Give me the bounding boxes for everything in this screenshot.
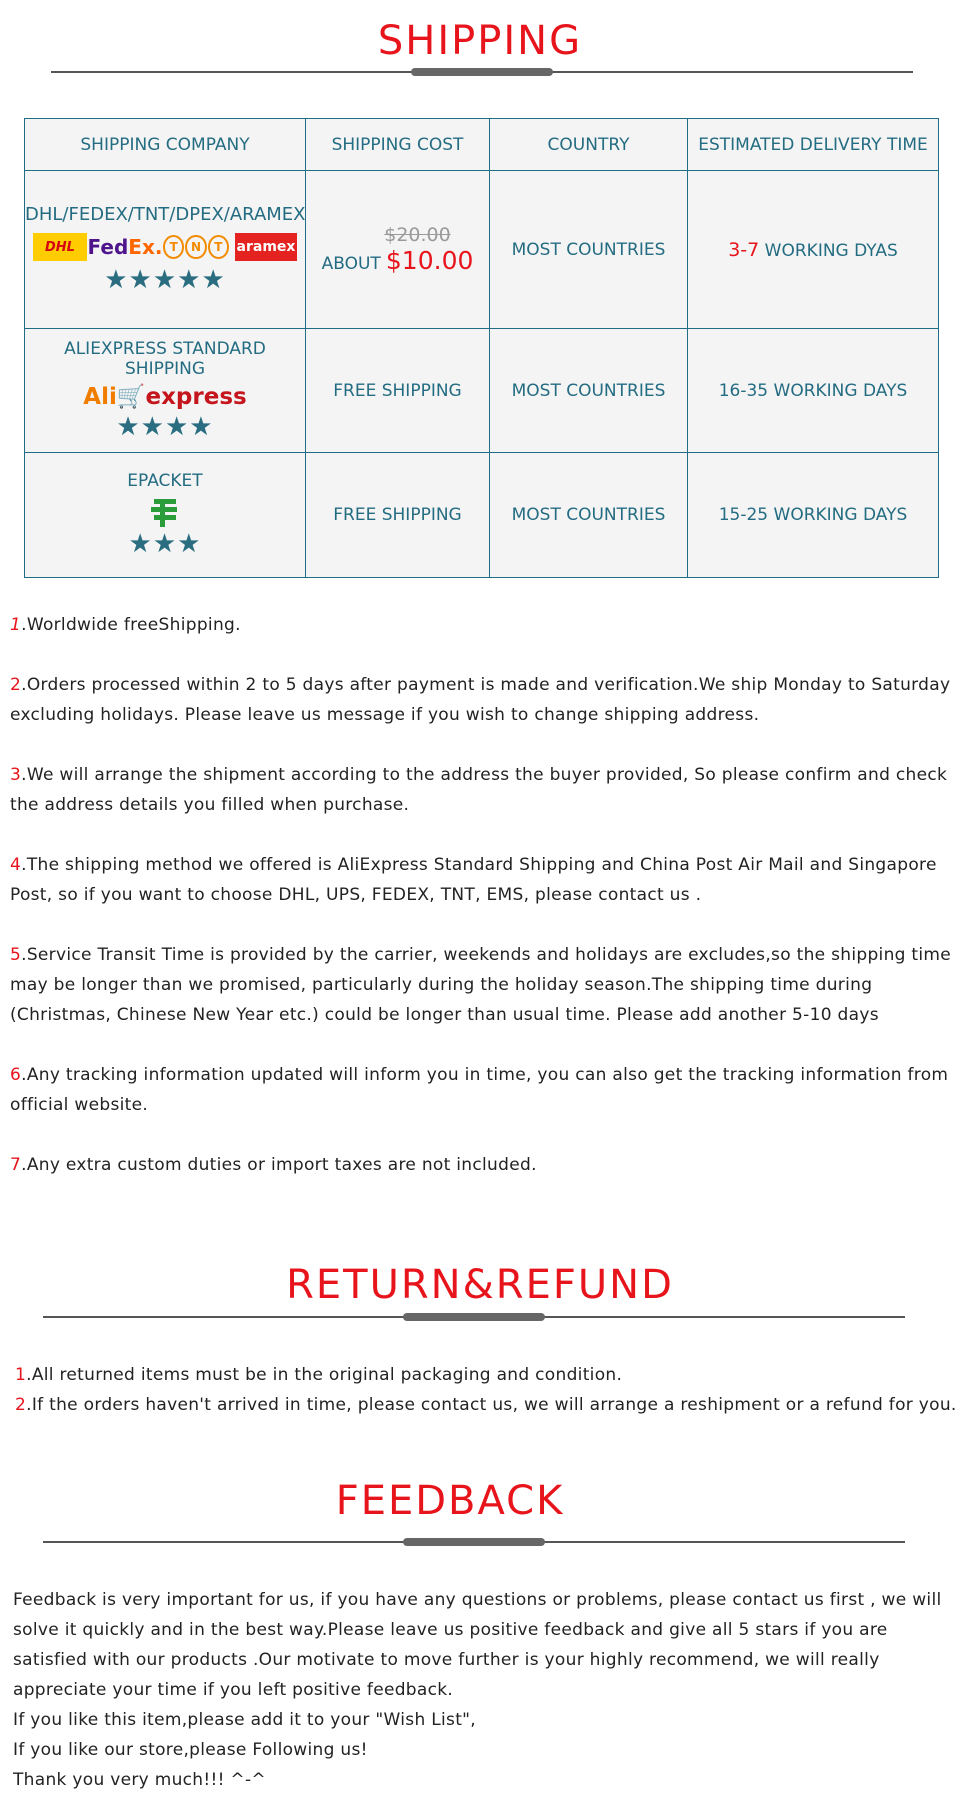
carrier-logos [25, 233, 305, 261]
feedback-divider-pill [403, 1538, 545, 1546]
new-price: $10.00 [385, 246, 474, 275]
company-name: EPACKET [127, 471, 203, 491]
note-item: 3.We will arrange the shipment according to the address the buyer provided, So please confirm and check the address details you filled when purchase. [10, 765, 948, 815]
table-row [25, 329, 939, 453]
note-item: 7.Any extra custom duties or import taxes are not included. [10, 1155, 537, 1175]
header-shipping-company: SHIPPING COMPANY [25, 119, 306, 171]
rating-stars: ★★★★★ [104, 265, 226, 295]
feedback-title: FEEDBACK [335, 1478, 565, 1524]
feedback-line: Thank you very much!!! ^-^ [13, 1770, 266, 1790]
company-name: ALIEXPRESS STANDARD SHIPPING [64, 339, 266, 379]
company-cell [25, 171, 306, 329]
delivery-range: 3-7 [728, 238, 760, 261]
epacket-logo-icon [25, 495, 305, 529]
country-cell: MOST COUNTRIES [490, 329, 688, 453]
rating-stars: ★★★★ [116, 412, 214, 442]
header-shipping-cost: SHIPPING COST [306, 119, 490, 171]
header-country: COUNTRY [490, 119, 688, 171]
fedex-logo: Fed Ex. [87, 235, 163, 259]
shipping-divider-pill [411, 68, 553, 76]
tnt-logo: T N T [163, 233, 229, 261]
list-item: 2.If the orders haven't arrived in time, please contact us, we will arrange a reshipment or a refund for you. [15, 1395, 957, 1415]
company-cell [25, 329, 306, 453]
note-item: 4.The shipping method we offered is AliExpress Standard Shipping and China Post Air Mail and Singapore Post, so if you want to choose DHL, UPS, FEDEX, TNT, EMS, please contact us . [10, 855, 937, 905]
note-item: 2.Orders processed within 2 to 5 days after payment is made and verification.We ship Monday to Saturday excluding holidays. Please leave us message if you wish to change shipping address. [10, 675, 951, 725]
note-item: 5.Service Transit Time is provided by the carrier, weekends and holidays are excludes,so the shipping time may be longer than we promised, particularly during the holiday season.The shipping time during (Christmas, Chinese New Year etc.) could be longer than usual time. Please add another 5-10 days [10, 945, 952, 1025]
aramex-logo: aramex [235, 233, 297, 261]
cost-cell: FREE SHIPPING [306, 453, 490, 578]
feedback-text [13, 1585, 943, 1795]
list-item: 1.All returned items must be in the original packaging and condition. [15, 1365, 623, 1385]
cost-about-label: ABOUT [321, 254, 381, 274]
delivery-cell: 16-35 WORKING DAYS [688, 329, 939, 453]
shipping-notes [10, 610, 955, 1210]
return-refund-title: RETURN&REFUND [286, 1262, 674, 1308]
note-item: 1.Worldwide freeShipping. [10, 615, 241, 635]
old-price: $20.00 [384, 224, 451, 246]
shipping-table [24, 118, 939, 578]
feedback-paragraph: Feedback is very important for us, if you have any questions or problems, please contact us first , we will solve it quickly and in the best way.Please leave us positive feedback and give all 5 stars if you are satisfied with our products .Our motivate to move further is your highly recommend, we will really appreciate your time if you left positive feedback. [13, 1590, 942, 1700]
country-cell: MOST COUNTRIES [490, 171, 688, 329]
country-cell: MOST COUNTRIES [490, 453, 688, 578]
dhl-logo: DHL [33, 233, 87, 261]
delivery-cell [688, 171, 939, 329]
note-item: 6.Any tracking information updated will inform you in time, you can also get the tracking information from official website. [10, 1065, 949, 1115]
cost-cell [306, 171, 490, 329]
delivery-cell: 15-25 WORKING DAYS [688, 453, 939, 578]
aliexpress-logo: Ali🛒express [83, 384, 247, 410]
return-refund-list [15, 1360, 960, 1420]
table-row [25, 171, 939, 329]
company-name: DHL/FEDEX/TNT/DPEX/ARAMEX [25, 204, 306, 225]
cost-cell: FREE SHIPPING [306, 329, 490, 453]
feedback-line: If you like this item,please add it to your "Wish List", [13, 1710, 476, 1730]
table-row [25, 453, 939, 578]
delivery-unit: WORKING DYAS [764, 240, 898, 261]
feedback-line: If you like our store,please Following us! [13, 1740, 368, 1760]
table-header-row [25, 119, 939, 171]
rating-stars: ★★★ [128, 529, 202, 559]
shipping-title: SHIPPING [377, 18, 583, 64]
company-cell [25, 453, 306, 578]
header-delivery-time: ESTIMATED DELIVERY TIME [688, 119, 939, 171]
return-divider-pill [403, 1313, 545, 1321]
